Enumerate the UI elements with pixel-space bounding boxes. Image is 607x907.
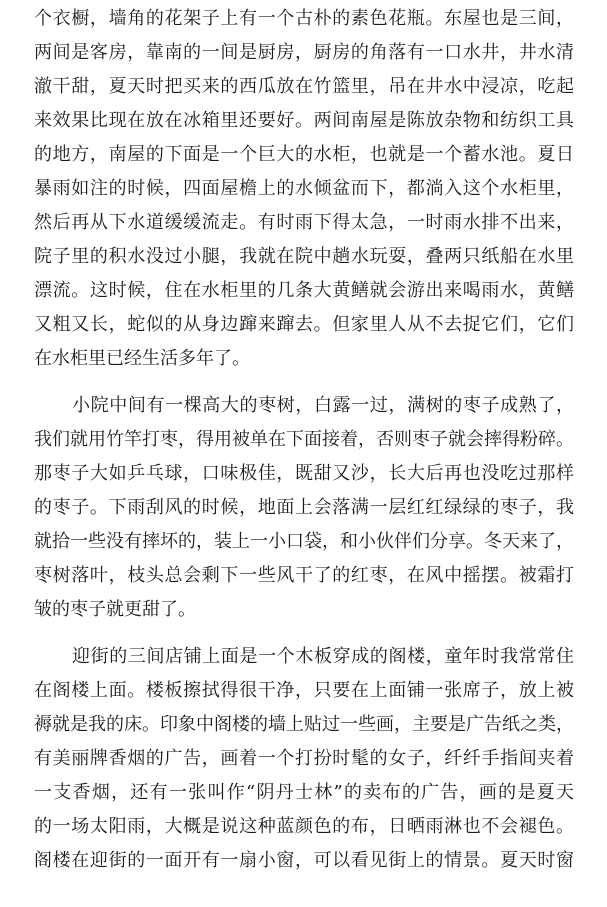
text-line: 然后再从下水道缓缓流走。有时雨下得太急，一时雨水排不出来，: [34, 212, 574, 233]
text-line: 那枣子大如乒乓球，口味极佳，既甜又沙，长大后再也没吃过那样: [34, 463, 574, 484]
paragraph-end-line: 皱的枣子就更甜了。: [34, 599, 196, 620]
paragraph-end-line: 在水柜里已经生活多年了。: [34, 348, 250, 369]
text-line: 两间是客房，靠南的一间是厨房，厨房的角落有一口水井，井水清: [34, 42, 574, 63]
text-line: 有美丽牌香烟的广告，画着一个打扮时髦的女子，纤纤手指间夹着: [34, 748, 574, 769]
text-line: 阁楼在迎街的一面开有一扇小窗，可以看见街上的情景。夏天时窗: [34, 850, 574, 871]
text-line: 院子里的积水没过小腿，我就在院中趟水玩耍，叠两只纸船在水里: [34, 246, 574, 267]
text-line: 澈干甜，夏天时把买来的西瓜放在竹篮里，吊在井水中浸凉，吃起: [34, 76, 574, 97]
text-line: 个衣橱，墙角的花架子上有一个古朴的素色花瓶。东屋也是三间，: [34, 8, 574, 29]
text-line: 就拾一些没有摔坏的，装上一小口袋，和小伙伴们分享。冬天来了，: [34, 531, 574, 552]
text-line: 在阁楼上面。楼板擦拭得很干净，只要在上面铺一张席子，放上被: [34, 680, 574, 701]
text-line: 枣树落叶，枝头总会剩下一些风干了的红枣，在风中摇摆。被霜打: [34, 565, 574, 586]
text-line: 暴雨如注的时候，四面屋檐上的水倾盆而下，都淌入这个水柜里，: [34, 178, 574, 199]
text-line: 的枣子。下雨刮风的时候，地面上会落满一层红红绿绿的枣子，我: [34, 497, 574, 518]
text-line: 一支香烟，还有一张叫作“阴丹士林”的卖布的广告，画的是夏天: [34, 782, 574, 803]
paragraph-first-line: 迎街的三间店铺上面是一个木板穿成的阁楼，童年时我常常住: [72, 646, 574, 667]
text-line: 褥就是我的床。印象中阁楼的墙上贴过一些画，主要是广告纸之类，: [34, 714, 574, 735]
text-line: 的地方，南屋的下面是一个巨大的水柜，也就是一个蓄水池。夏日: [34, 144, 574, 165]
text-line: 来效果比现在放在冰箱里还要好。两间南屋是陈放杂物和纺织工具: [34, 110, 574, 131]
text-line: 又粗又长，蛇似的从身边蹿来蹿去。但家里人从不去捉它们，它们: [34, 314, 574, 335]
text-line: 漂流。这时候，住在水柜里的几条大黄鳝就会游出来喝雨水，黄鳝: [34, 280, 574, 301]
text-line: 的一场太阳雨，大概是说这种蓝颜色的布，日晒雨淋也不会褪色。: [34, 816, 574, 837]
text-line: 我们就用竹竿打枣，得用被单在下面接着，否则枣子就会摔得粉碎。: [34, 429, 574, 450]
paragraph-first-line: 小院中间有一棵高大的枣树，白露一过，满树的枣子成熟了，: [72, 395, 574, 416]
